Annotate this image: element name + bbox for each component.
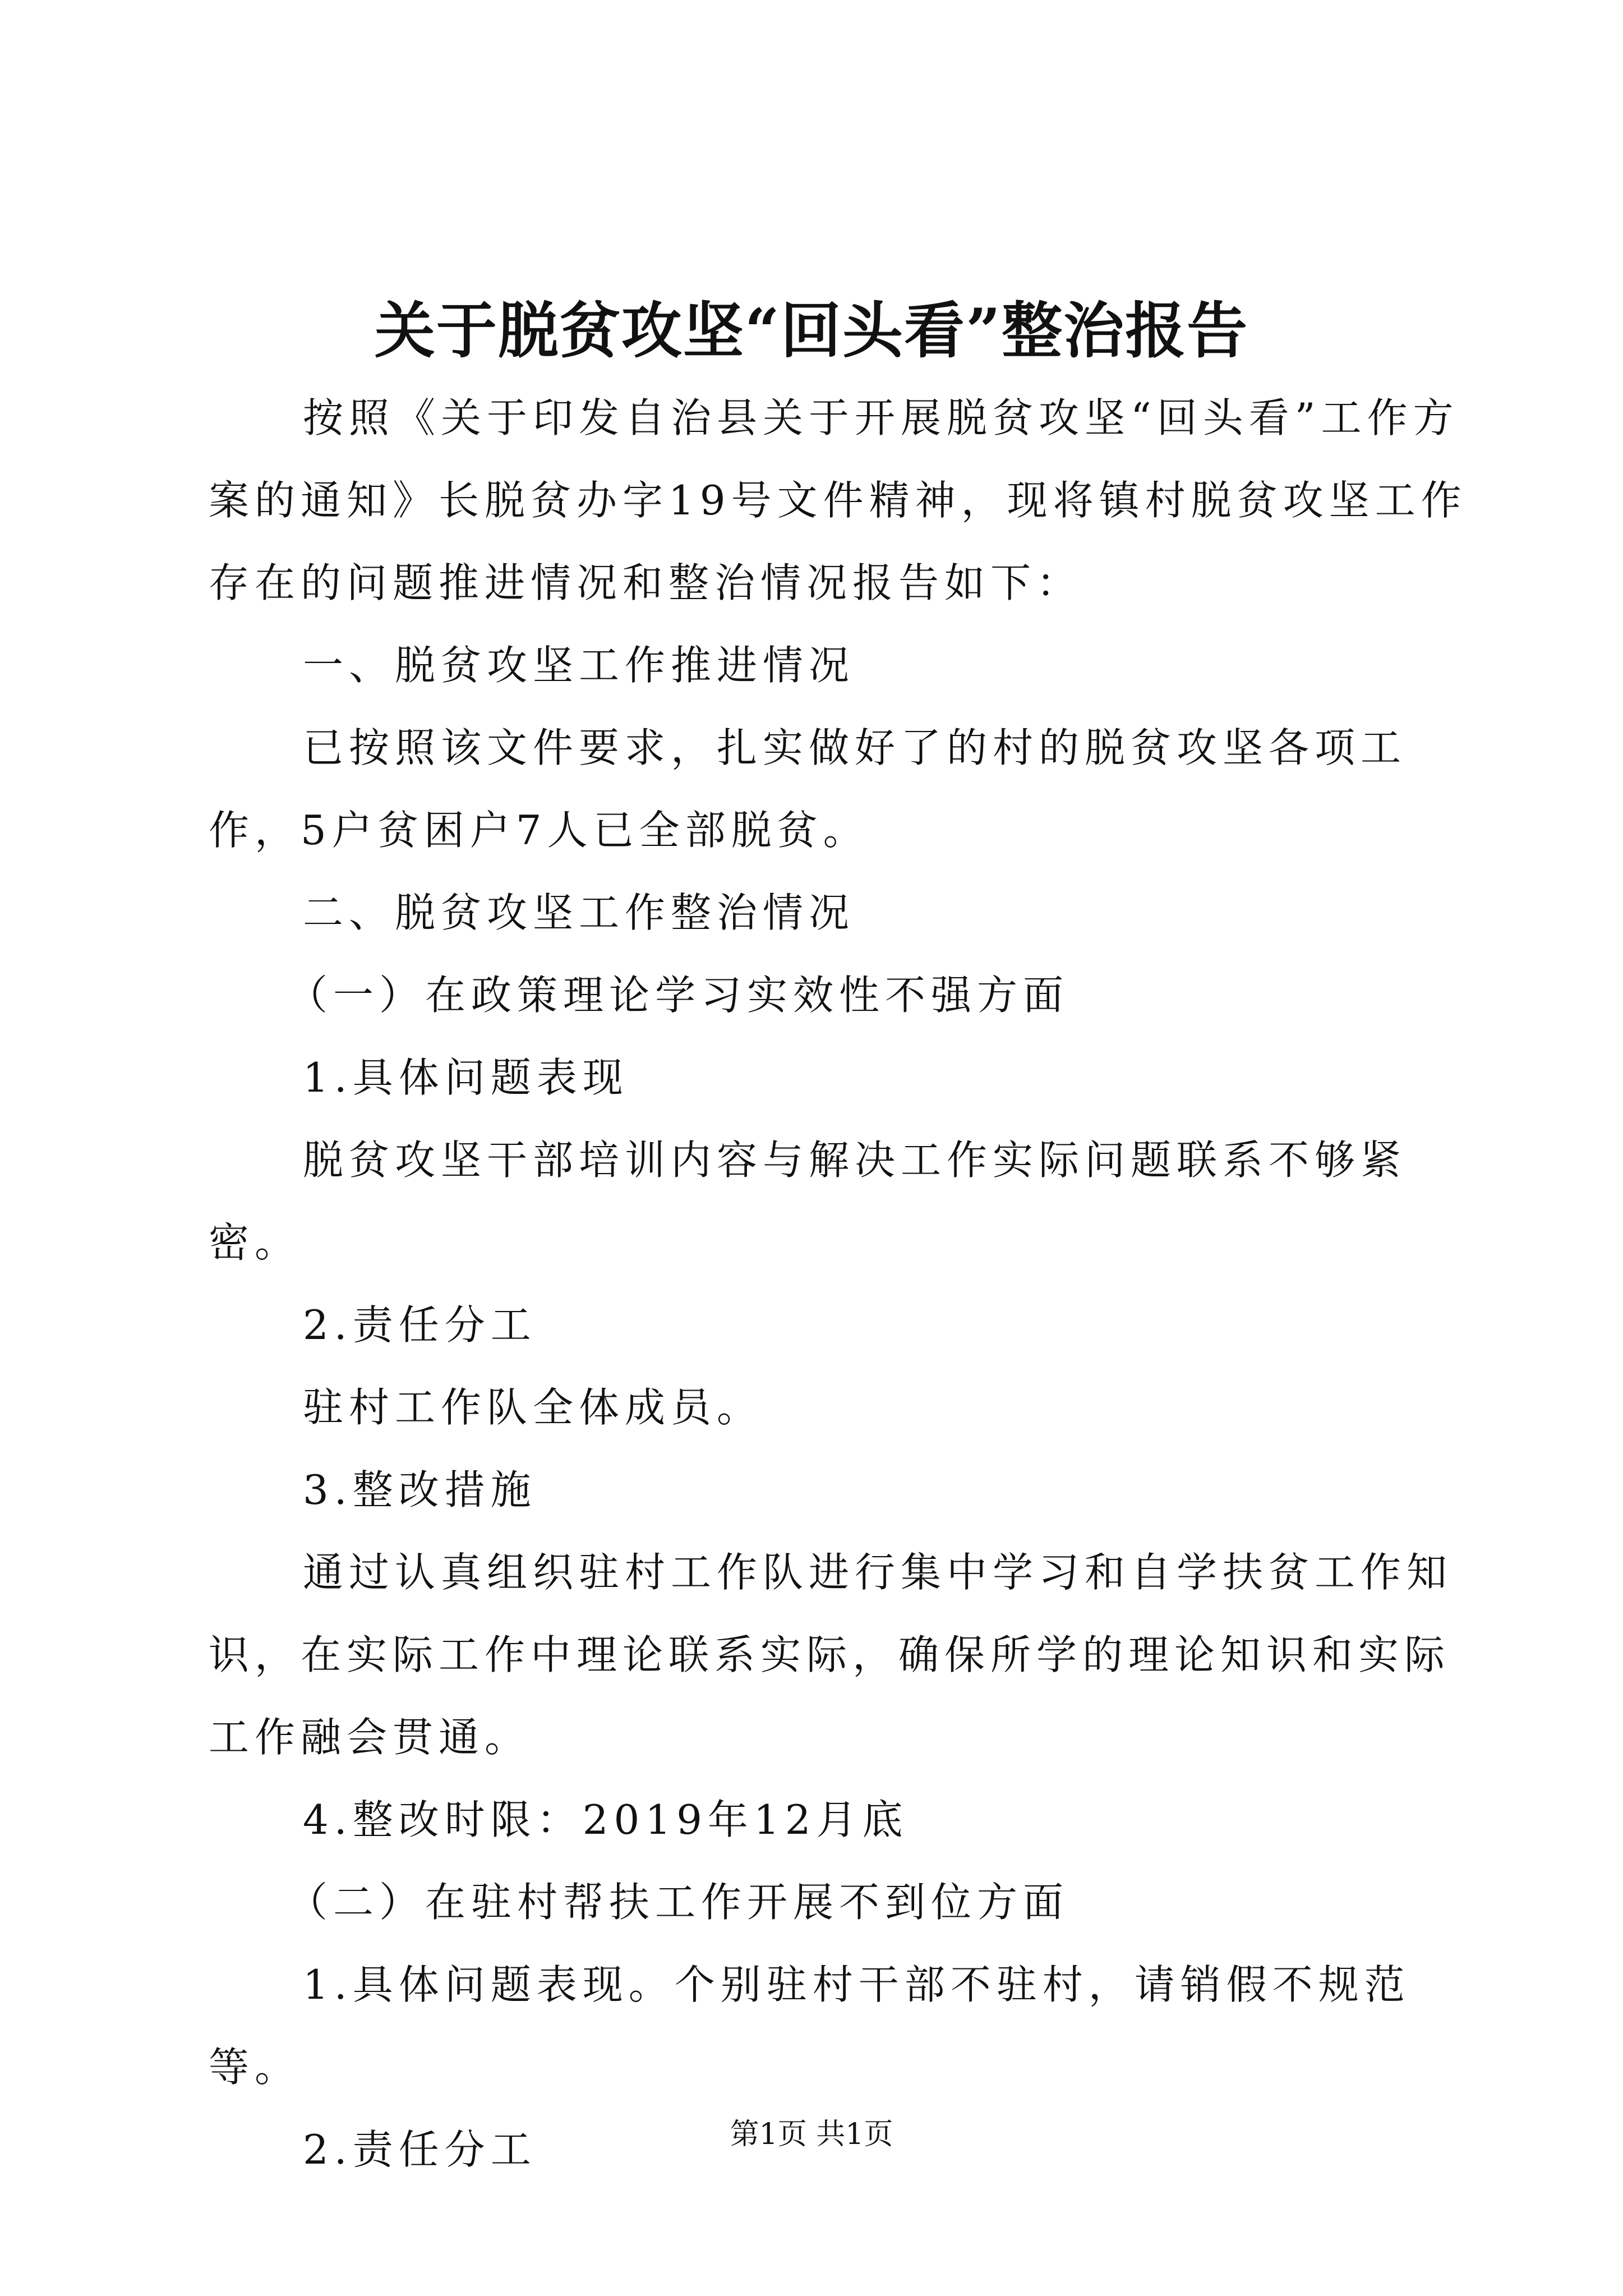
page-footer: 第1页 共1页 — [730, 2118, 893, 2151]
item-measures-heading: 3.整改措施 — [303, 1466, 537, 1513]
subsection-heading-2: （二）在驻村帮扶工作开展不到位方面 — [287, 1879, 1069, 1926]
section-heading-1: 一、脱贫攻坚工作推进情况 — [303, 642, 855, 689]
document-body — [209, 377, 1470, 2191]
item-deadline: 4.整改时限：2019年12月底 — [303, 1796, 909, 1843]
item-responsibility-heading: 2.责任分工 — [303, 1301, 537, 1349]
item-problem-text: 脱贫攻坚干部培训内容与解决工作实际问题联系不够紧密。 — [209, 1137, 1407, 1266]
subsection-heading-1: （一）在政策理论学习实效性不强方面 — [287, 972, 1069, 1019]
section-heading-2: 二、脱贫攻坚工作整治情况 — [303, 889, 855, 936]
item-problem-2: 1.具体问题表现。个别驻村干部不驻村，请销假不规范等。 — [209, 1961, 1410, 2091]
paragraph-progress: 已按照该文件要求，扎实做好了的村的脱贫攻坚各项工作，5户贫困户7人已全部脱贫。 — [209, 724, 1407, 854]
item-responsibility-text: 驻村工作队全体成员。 — [303, 1384, 763, 1431]
item-responsibility-2-heading: 2.责任分工 — [303, 2126, 537, 2173]
paragraph-intro: 按照《关于印发自治县关于开展脱贫攻坚“回头看”工作方案的通知》长脱贫办字19号文件精神，现将镇村脱贫攻坚工作存在的问题推进情况和整治情况报告如下： — [209, 394, 1467, 606]
item-problem-heading: 1.具体问题表现 — [303, 1054, 629, 1101]
document-title: 关于脱贫攻坚“回头看”整治报告 — [374, 296, 1249, 366]
item-measures-text: 通过认真组织驻村工作队进行集中学习和自学扶贫工作知识，在实际工作中理论联系实际，确保所学的理论知识和实际工作融会贯通。 — [209, 1549, 1453, 1761]
